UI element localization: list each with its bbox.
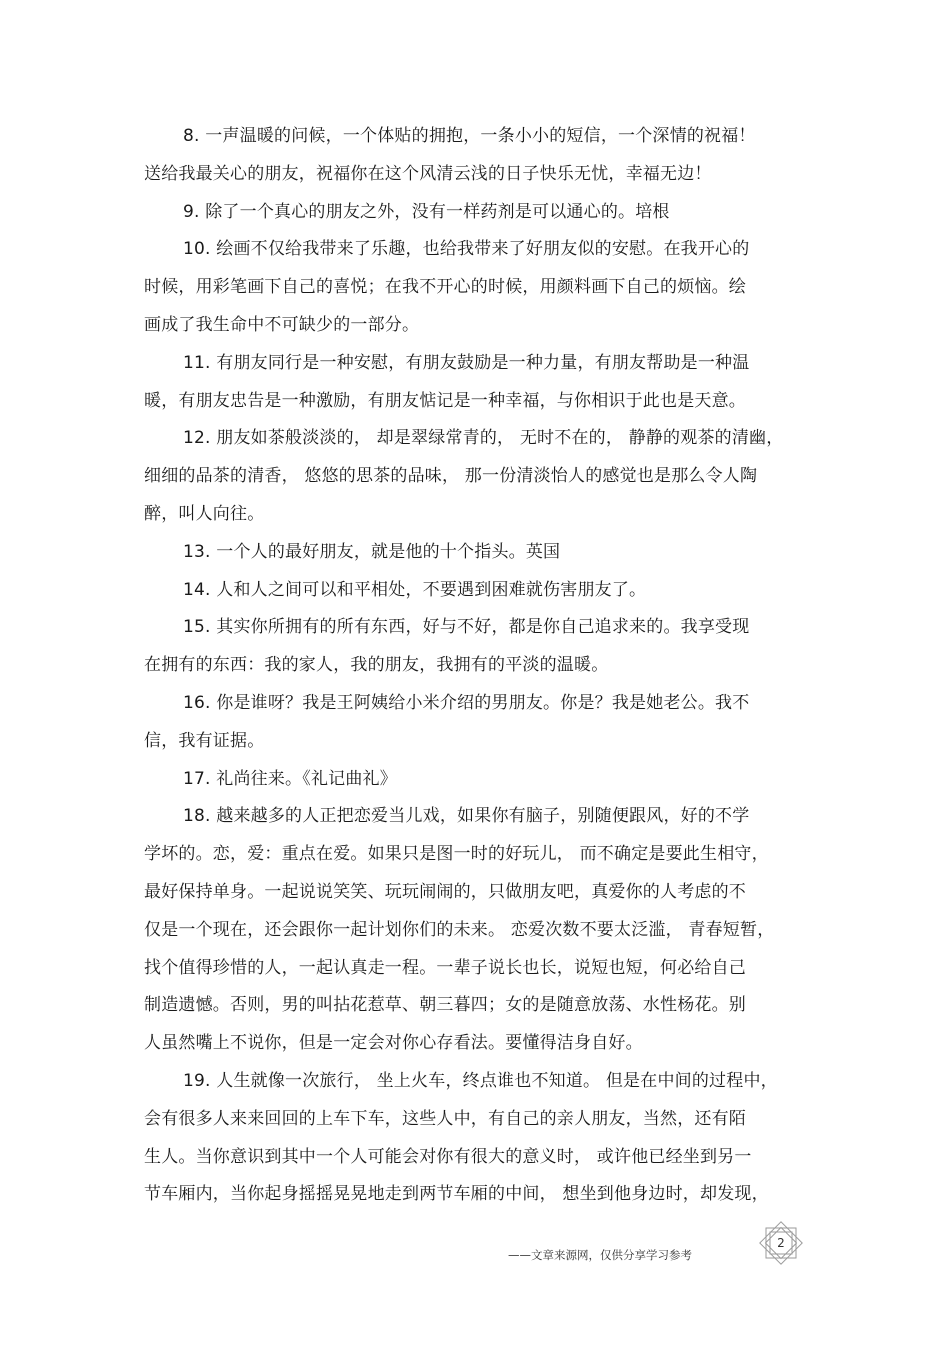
text-line: 信，我有证据。 xyxy=(144,730,265,751)
text-line: 生人。当你意识到其中一个人可能会对你有很大的意义时， 或许他已经坐到另一 xyxy=(144,1146,752,1167)
text-line: 10. 绘画不仅给我带来了乐趣，也给我带来了好朋友似的安慰。在我开心的 xyxy=(183,239,750,260)
text-line: 制造遗憾。否则，男的叫拈花惹草、朝三暮四；女的是随意放荡、水性杨花。别 xyxy=(144,995,746,1016)
text-line: 18. 越来越多的人正把恋爱当儿戏，如果你有脑子，别随便跟风，好的不学 xyxy=(183,806,750,827)
page-number: 2 xyxy=(777,1236,785,1250)
text-line: 会有很多人来来回回的上车下车，这些人中，有自己的亲人朋友，当然，还有陌 xyxy=(144,1108,746,1129)
text-line: 暖，有朋友忠告是一种激励，有朋友惦记是一种幸福，与你相识于此也是天意。 xyxy=(144,390,746,411)
source-note: ——文章来源网，仅供分享学习参考 xyxy=(508,1248,692,1262)
text-line: 仅是一个现在，还会跟你一起计划你们的未来。 恋爱次数不要太泛滥， 青春短暂， xyxy=(144,919,775,940)
text-line: 9. 除了一个真心的朋友之外，没有一样药剂是可以通心的。培根 xyxy=(183,201,670,222)
text-line: 14. 人和人之间可以和平相处，不要遇到困难就伤害朋友了。 xyxy=(183,579,647,600)
text-line: 12. 朋友如茶般淡淡的， 却是翠绿常青的， 无时不在的， 静静的观茶的清幽， xyxy=(183,428,784,449)
text-line: 13. 一个人的最好朋友，就是他的十个指头。英国 xyxy=(183,541,561,562)
text-line: 16. 你是谁呀？我是王阿姨给小米介绍的男朋友。你是？我是她老公。我不 xyxy=(183,692,750,713)
text-line: 送给我最关心的朋友，祝福你在这个风清云浅的日子快乐无忧，幸福无边！ xyxy=(144,163,712,184)
text-line: 画成了我生命中不可缺少的一部分。 xyxy=(144,314,420,335)
text-line: 19. 人生就像一次旅行， 坐上火车，终点谁也不知道。 但是在中间的过程中， xyxy=(183,1070,778,1091)
text-line: 11. 有朋友同行是一种安慰，有朋友鼓励是一种力量，有朋友帮助是一种温 xyxy=(183,352,750,373)
text-line: 找个值得珍惜的人，一起认真走一程。一辈子说长也长，说短也短，何必给自己 xyxy=(144,957,746,978)
text-line: 最好保持单身。一起说说笑笑、玩玩闹闹的，只做朋友吧，真爱你的人考虑的不 xyxy=(144,881,746,902)
text-line: 17. 礼尚往来。《礼记曲礼》 xyxy=(183,768,397,789)
text-line: 在拥有的东西：我的家人，我的朋友，我拥有的平淡的温暖。 xyxy=(144,655,609,676)
text-line: 15. 其实你所拥有的所有东西，好与不好，都是你自己追求来的。我享受现 xyxy=(183,617,750,638)
text-line: 醉，叫人向往。 xyxy=(144,503,265,524)
text-line: 节车厢内，当你起身摇摇晃晃地走到两节车厢的中间， 想坐到他身边时，却发现， xyxy=(144,1184,769,1205)
text-line: 8. 一声温暖的问候，一个体贴的拥抱，一条小小的短信，一个深情的祝福！ xyxy=(183,126,756,146)
text-line: 学坏的。恋，爱：重点在爱。如果只是图一时的好玩儿， 而不确定是要此生相守， xyxy=(144,844,769,865)
text-line: 人虽然嘴上不说你，但是一定会对你心存看法。要懂得洁身自好。 xyxy=(144,1033,643,1054)
page-number-emblem xyxy=(757,1219,805,1267)
body-text xyxy=(144,118,824,1214)
text-line: 时候，用彩笔画下自己的喜悦；在我不开心的时候，用颜料画下自己的烦恼。绘 xyxy=(144,277,746,298)
text-line: 细细的品茶的清香， 悠悠的思茶的品味， 那一份清淡怡人的感觉也是那么令人陶 xyxy=(144,466,758,487)
